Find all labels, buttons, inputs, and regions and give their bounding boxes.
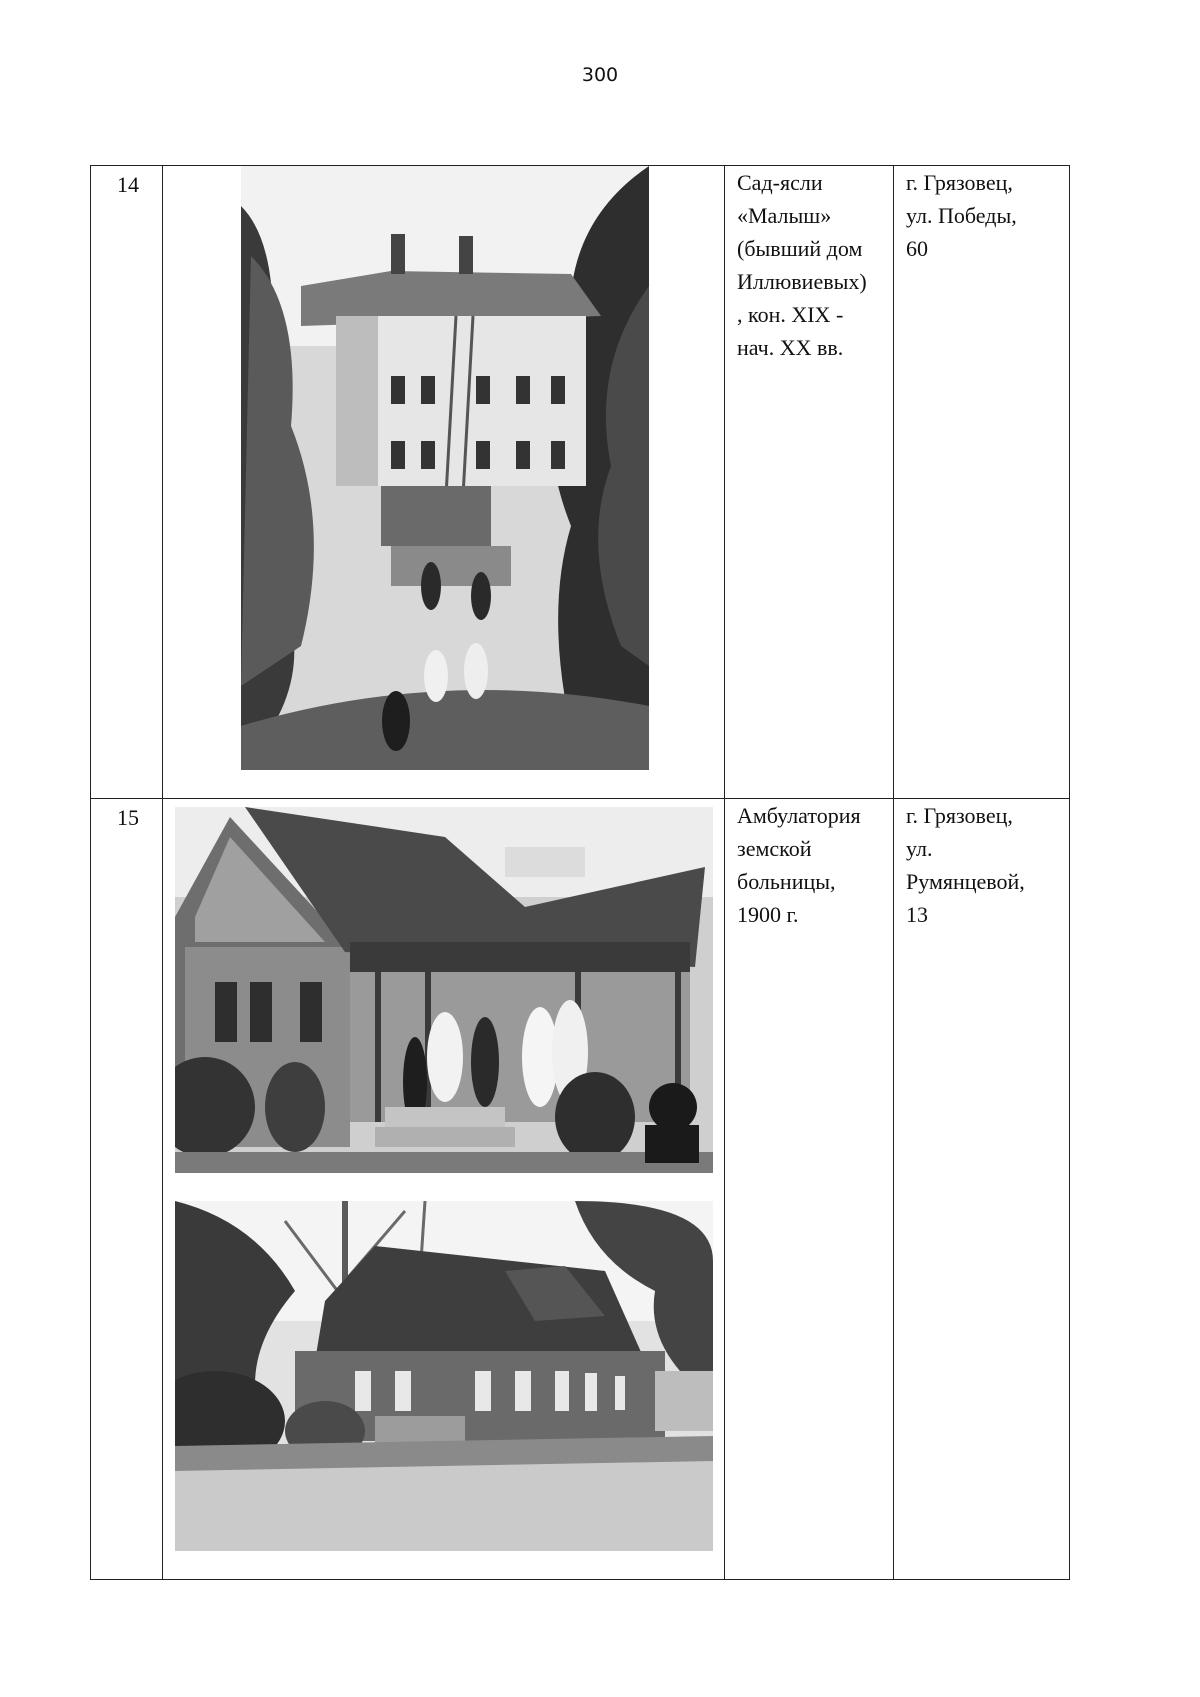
object-name-line: Сад-ясли xyxy=(737,170,823,195)
photo-ambulatory-historic xyxy=(175,807,713,1173)
object-name-line: Иллювиевых) xyxy=(737,269,867,294)
address-line: г. Грязовец, xyxy=(906,803,1013,828)
row-number: 14 xyxy=(91,166,163,799)
photo-cell xyxy=(163,799,725,1580)
object-name-line: 1900 г. xyxy=(737,902,799,927)
address-line: Румянцевой, xyxy=(906,869,1025,894)
object-name-line: нач. XX вв. xyxy=(737,335,844,360)
object-name xyxy=(725,166,894,799)
object-address xyxy=(894,166,1070,799)
table-row xyxy=(91,799,1070,1580)
object-name xyxy=(725,799,894,1580)
address-line: ул. Победы, xyxy=(906,203,1017,228)
object-name-line: Амбулатория xyxy=(737,803,861,828)
photo-kindergarten-building xyxy=(241,166,649,770)
address-line: 13 xyxy=(906,902,928,927)
row-number: 15 xyxy=(91,799,163,1580)
object-name-line: больницы, xyxy=(737,869,836,894)
object-name-line: земской xyxy=(737,836,812,861)
address-line: г. Грязовец, xyxy=(906,170,1013,195)
address-line: ул. xyxy=(906,836,933,861)
object-name-line: , кон. XIX - xyxy=(737,302,844,327)
object-name-line: «Малыш» xyxy=(737,203,832,228)
heritage-table xyxy=(90,165,1070,1580)
table-row xyxy=(91,166,1070,799)
object-name-line: (бывший дом xyxy=(737,236,863,261)
photo-ambulatory-modern xyxy=(175,1201,713,1551)
page-number: 300 xyxy=(581,64,619,86)
object-address xyxy=(894,799,1070,1580)
address-line: 60 xyxy=(906,236,928,261)
photo-cell xyxy=(163,166,725,799)
